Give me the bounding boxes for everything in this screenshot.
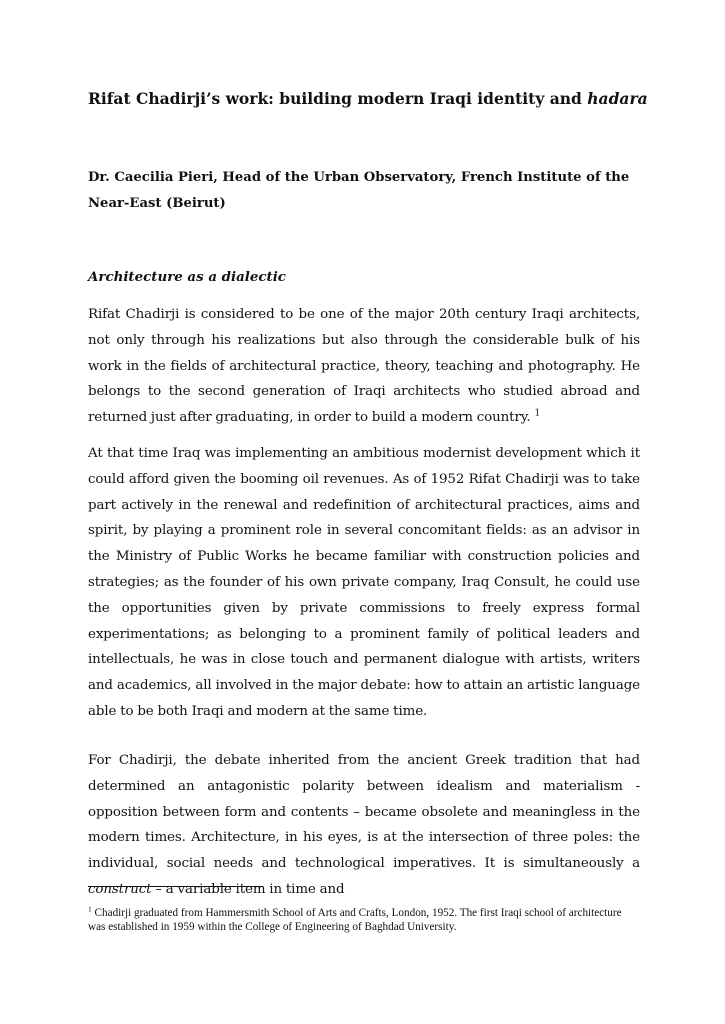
- author-line: Dr. Caecilia Pieri, Head of the Urban Observatory, French Institute of the Near-East (Beirut): [88, 170, 630, 211]
- footnote-number: 1: [88, 904, 92, 914]
- paragraph-3-text-start: For Chadirji, the debate inherited from the ancient Greek tradition that had determined an antagonistic polarity between idealism and materialism - opposition between form and contents – became obsolete and meaningless in the modern times. Architecture, in his eyes, is at the intersection of three poles: the individual, social needs and technological imperatives. It is simultaneously a: [88, 753, 640, 872]
- footnote-reference[interactable]: 1: [534, 408, 541, 419]
- section-heading: Architecture as a dialectic: [88, 269, 286, 285]
- document-title: [88, 88, 648, 110]
- footnote: [88, 906, 640, 934]
- paragraph-1-text: Rifat Chadirji is considered to be one of the major 20th century Iraqi architects, not only through his realizations but also through the considerable bulk of his work in the fields of architectural practice, theory, teaching and photography. He belongs to the second generation of Iraqi architects who studied abroad and returned just after graduating, in order to build a modern country.: [88, 307, 640, 426]
- paragraph-2: At that time Iraq was implementing an ambitious modernist development which it could afford given the booming oil revenues. As of 1952 Rifat Chadirji was to take part actively in the renewal and redefinition of architectural practices, aims and spirit, by playing a prominent role in several concomitant fields: as an advisor in the Ministry of Public Works he became familiar with construction policies and strategies; as the founder of his own private company, Iraq Consult, he could use the opportunities given by private commissions to freely express formal experimentations; as belonging to a prominent family of political leaders and intellectuals, he was in close touch and permanent dialogue with artists, writers and academics, all involved in the major debate: how to attain an artistic language able to be both Iraqi and modern at the same time.: [88, 446, 640, 719]
- title-italic-text: hadara: [587, 89, 648, 108]
- footnote-text: Chadirji graduated from Hammersmith School of Arts and Crafts, London, 1952. The first Iraqi school of architecture was established in 1959 within the College of Engineering of Baghdad University.: [88, 907, 622, 933]
- paragraph-3-text-end: – a variable item in time and: [151, 881, 345, 897]
- paragraph-3: [88, 748, 640, 903]
- title-main-text: Rifat Chadirji’s work: building modern Iraqi identity and: [88, 89, 588, 108]
- paragraph-1: [88, 302, 640, 431]
- footnote-separator: [88, 886, 262, 887]
- paragraph-3-italic: construct: [88, 881, 152, 897]
